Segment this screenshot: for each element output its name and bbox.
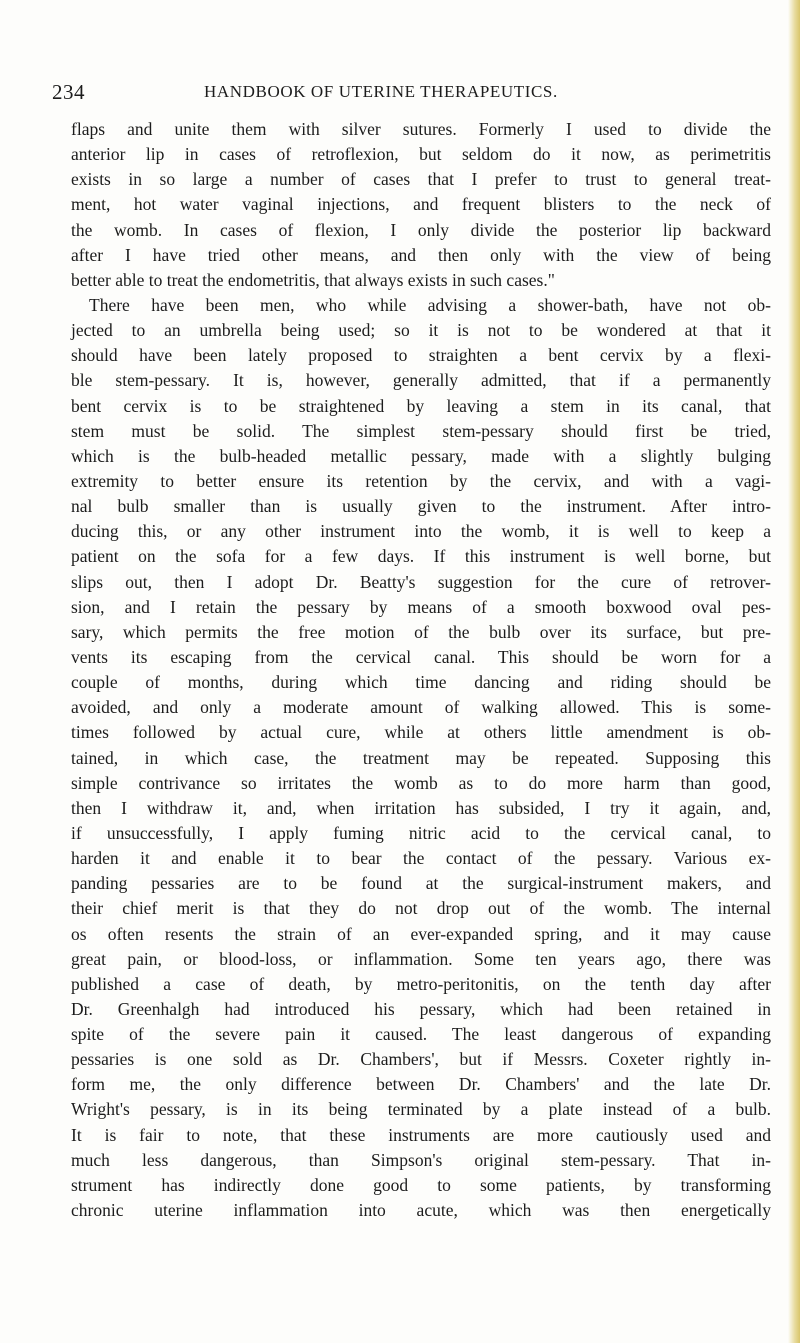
text-line: times followed by actual cure, while at others little amendment is ob- (71, 722, 771, 743)
text-line: chronic uterine inflammation into acute, which was then energetically (71, 1200, 771, 1221)
page-edge (788, 0, 800, 1343)
text-line: avoided, and only a moderate amount of walking allowed. This is some- (71, 697, 771, 718)
page-header (52, 80, 772, 110)
text-line: tained, in which case, the treatment may be repeated. Supposing this (71, 747, 771, 768)
text-line: simple contrivance so irritates the womb as to do more harm than good, (71, 772, 771, 793)
text-line: ducing this, or any other instrument into the womb, it is well to keep a (71, 521, 771, 542)
text-line: the womb. In cases of flexion, I only divide the posterior lip backward (71, 219, 771, 240)
text-line: exists in so large a number of cases that I prefer to trust to general treat- (71, 169, 771, 190)
text-line: then I withdraw it, and, when irritation has subsided, I try it again, and, (71, 797, 771, 818)
text-line: after I have tried other means, and then only with the view of being (71, 244, 771, 265)
body-text (71, 117, 771, 1223)
text-line: jected to an umbrella being used; so it is not to be wondered at that it (71, 320, 771, 341)
text-line: which is the bulb-headed metallic pessary, made with a slightly bulging (71, 445, 771, 466)
text-line: Wright's pessary, is in its being terminated by a plate instead of a bulb. (71, 1099, 771, 1120)
text-line: patient on the sofa for a few days. If this instrument is well borne, but (71, 546, 771, 567)
text-line: extremity to better ensure its retention by the cervix, and with a vagi- (71, 470, 771, 491)
text-line: panding pessaries are to be found at the surgical-instrument makers, and (71, 873, 771, 894)
running-head: HANDBOOK OF UTERINE THERAPEUTICS. (204, 82, 558, 101)
text-line: pessaries is one sold as Dr. Chambers', but if Messrs. Coxeter rightly in- (71, 1049, 771, 1070)
text-line: if unsuccessfully, I apply fuming nitric acid to the cervical canal, to (71, 822, 771, 843)
text-line: great pain, or blood-loss, or inflammation. Some ten years ago, there was (71, 948, 771, 969)
text-line: Dr. Greenhalgh had introduced his pessary, which had been retained in (71, 998, 771, 1019)
text-line: should have been lately proposed to straighten a bent cervix by a flexi- (71, 345, 771, 366)
page-number: 234 (52, 80, 85, 104)
text-line: ment, hot water vaginal injections, and frequent blisters to the neck of (71, 194, 771, 215)
text-line: spite of the severe pain it caused. The least dangerous of expanding (71, 1024, 771, 1045)
text-line: flaps and unite them with silver sutures. Formerly I used to divide the (71, 119, 771, 139)
text-line: There have been men, who while advising a shower-bath, have not ob- (89, 294, 771, 315)
text-line: stem must be solid. The simplest stem-pessary should first be tried, (71, 420, 771, 441)
text-line: strument has indirectly done good to some patients, by transforming (71, 1174, 771, 1195)
text-line: published a case of death, by metro-peritonitis, on the tenth day after (71, 973, 771, 994)
text-line: their chief merit is that they do not drop out of the womb. The internal (71, 898, 771, 919)
text-line: anterior lip in cases of retroflexion, but seldom do it now, as perimetritis (71, 144, 771, 165)
text-line: better able to treat the endometritis, that always exists in such cases." (71, 269, 555, 290)
text-line: much less dangerous, than Simpson's original stem-pessary. That in- (71, 1149, 771, 1170)
text-line: slips out, then I adopt Dr. Beatty's suggestion for the cure of retrover- (71, 571, 771, 592)
text-line: sion, and I retain the pessary by means of a smooth boxwood oval pes- (71, 596, 771, 617)
text-line: sary, which permits the free motion of the bulb over its surface, but pre- (71, 621, 771, 642)
text-line: nal bulb smaller than is usually given to the instrument. After intro- (71, 496, 771, 517)
text-line: form me, the only difference between Dr. Chambers' and the late Dr. (71, 1074, 771, 1095)
text-line: vents its escaping from the cervical canal. This should be worn for a (71, 646, 771, 667)
text-line: It is fair to note, that these instruments are more cautiously used and (71, 1124, 771, 1145)
text-line: ble stem-pessary. It is, however, generally admitted, that if a permanently (71, 370, 771, 391)
text-line: bent cervix is to be straightened by leaving a stem in its canal, that (71, 395, 771, 416)
text-line: couple of months, during which time dancing and riding should be (71, 672, 771, 693)
text-line: harden it and enable it to bear the contact of the pessary. Various ex- (71, 848, 771, 869)
text-line: os often resents the strain of an ever-expanded spring, and it may cause (71, 923, 771, 944)
